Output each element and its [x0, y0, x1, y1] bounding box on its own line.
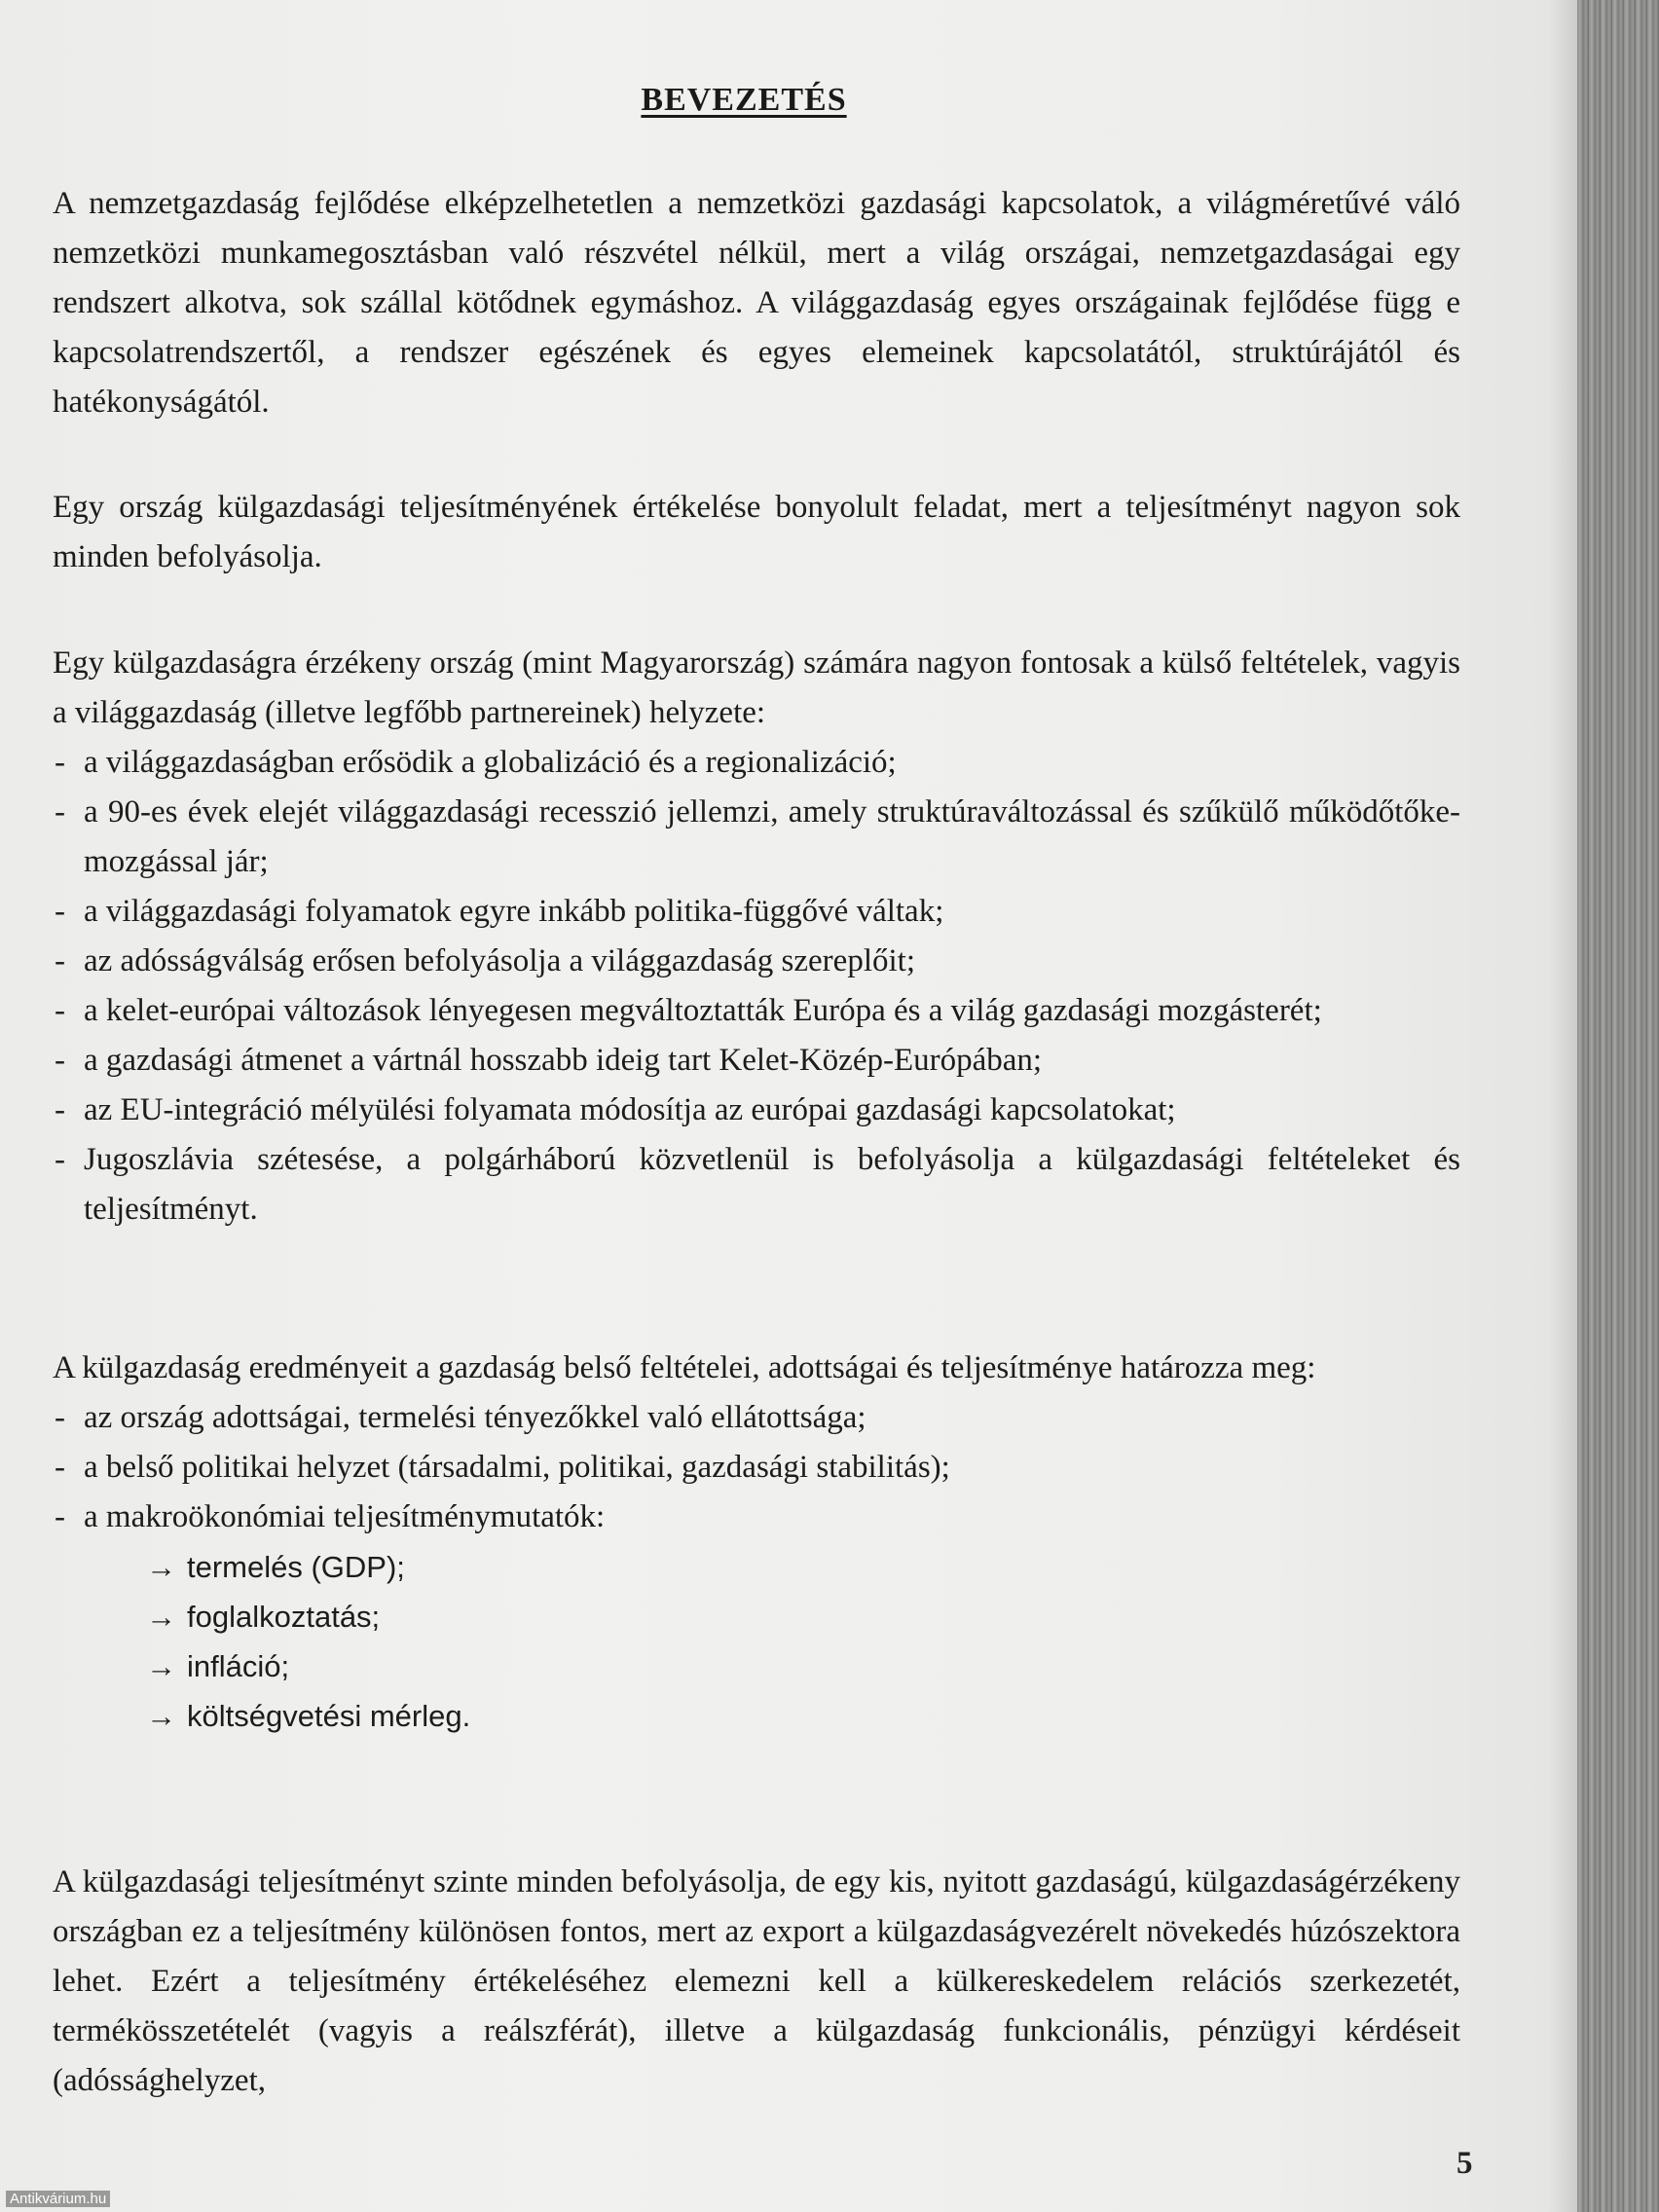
list-item: - a gazdasági átmenet a vártnál hosszabb ideig tart Kelet-Közép-Európában; — [53, 1036, 1460, 1086]
list-item: - az adósságválság erősen befolyásolja a világgazdaság szereplőit; — [53, 937, 1460, 986]
right-arrow-icon: → — [146, 1649, 176, 1683]
watermark: Antikvárium.hu — [6, 2191, 110, 2207]
indicator-label: költségvetési mérleg. — [187, 1699, 471, 1733]
list-item: - Jugoszlávia szétesése, a polgárháború közvetlenül is befolyásolja a külgazdasági feltételeket és teljesítményt. — [53, 1135, 1460, 1235]
paragraph-4 — [53, 1344, 1460, 1741]
paragraph-2 — [53, 483, 1460, 582]
paragraph-1 — [53, 179, 1460, 427]
right-arrow-icon: → — [146, 1550, 176, 1584]
paragraph-5-text: A külgazdasági teljesítményt szinte minden befolyásolja, de egy kis, nyitott gazdaságú, külgazdaságérzékeny országban ez a teljesítmény különösen fontos, mert az export a külgazdaságvezérelt növekedés húzószektora lehet. Ezért a teljesítmény értékeléséhez elemezni kell a külkereskedelem relációs szerkezetét, termékösszetételét (vagyis a reálszférát), illetve a külgazdaság funkcionális, pénzügyi kérdéseit (adóssághelyzet, — [53, 1864, 1460, 2098]
paragraph-3-text: Egy külgazdaságra érzékeny ország (mint Magyarország) számára nagyon fontosak a külső feltételek, vagyis a világgazdaság (illetve legfőbb partnereinek) helyzete: — [53, 645, 1460, 730]
indicator-label: termelés (GDP); — [187, 1550, 405, 1584]
indicator-item — [53, 1542, 1460, 1592]
internal-conditions-list — [53, 1393, 1460, 1542]
paragraph-3 — [53, 639, 1460, 1235]
list-item: - a kelet-európai változások lényegesen megváltoztatták Európa és a világ gazdasági mozgásterét; — [53, 986, 1460, 1036]
list-item: - a 90-es évek elejét világgazdasági recesszió jellemzi, amely struktúraváltozással és szűkülő működőtőke-mozgással jár; — [53, 788, 1460, 887]
indicator-item — [53, 1641, 1460, 1691]
indicator-item — [53, 1691, 1460, 1741]
indicator-label: infláció; — [187, 1649, 290, 1683]
list-item: - a belső politikai helyzet (társadalmi, politikai, gazdasági stabilitás); — [53, 1443, 1460, 1493]
paragraph-5 — [53, 1858, 1460, 2106]
indicator-label: foglalkoztatás; — [187, 1600, 381, 1634]
indicator-list — [53, 1542, 1460, 1741]
right-arrow-icon: → — [146, 1600, 176, 1634]
list-item: - a makroökonómiai teljesítménymutatók: — [53, 1493, 1460, 1542]
indicator-item — [53, 1592, 1460, 1641]
paragraph-1-text: A nemzetgazdaság fejlődése elképzelhetetlen a nemzetközi gazdasági kapcsolatok, a világméretűvé váló nemzetközi munkamegosztásban való részvétel nélkül, mert a világ országai, nemzetgazdaságai egy rendszert alkotva, sok szállal kötődnek egymáshoz. A világgazdaság egyes országainak fejlődése függ e kapcsolatrendszertől, a rendszer egészének és egyes elemeinek kapcsolatától, struktúrájától és hatékonyságától. — [53, 186, 1460, 420]
list-item: - a világgazdasági folyamatok egyre inkább politika-függővé váltak; — [53, 887, 1460, 937]
right-arrow-icon: → — [146, 1699, 176, 1733]
external-conditions-list — [53, 738, 1460, 1235]
paragraph-4-text: A külgazdaság eredményeit a gazdaság belső feltételei, adottságai és teljesítménye határozza meg: — [53, 1350, 1316, 1385]
book-page-stack-edge — [1577, 0, 1659, 2212]
list-item: - a világgazdaságban erősödik a globalizáció és a regionalizáció; — [53, 738, 1460, 788]
paragraph-2-text: Egy ország külgazdasági teljesítményének értékelése bonyolult feladat, mert a teljesítményt nagyon sok minden befolyásolja. — [53, 490, 1460, 574]
page-title: BEVEZETÉS — [641, 82, 847, 118]
list-item: - az EU-integráció mélyülési folyamata módosítja az európai gazdasági kapcsolatokat; — [53, 1086, 1460, 1135]
page-number: 5 — [1456, 2146, 1473, 2181]
list-item: - az ország adottságai, termelési tényezőkkel való ellátottsága; — [53, 1393, 1460, 1443]
page-edge-shadow — [1548, 0, 1577, 2212]
